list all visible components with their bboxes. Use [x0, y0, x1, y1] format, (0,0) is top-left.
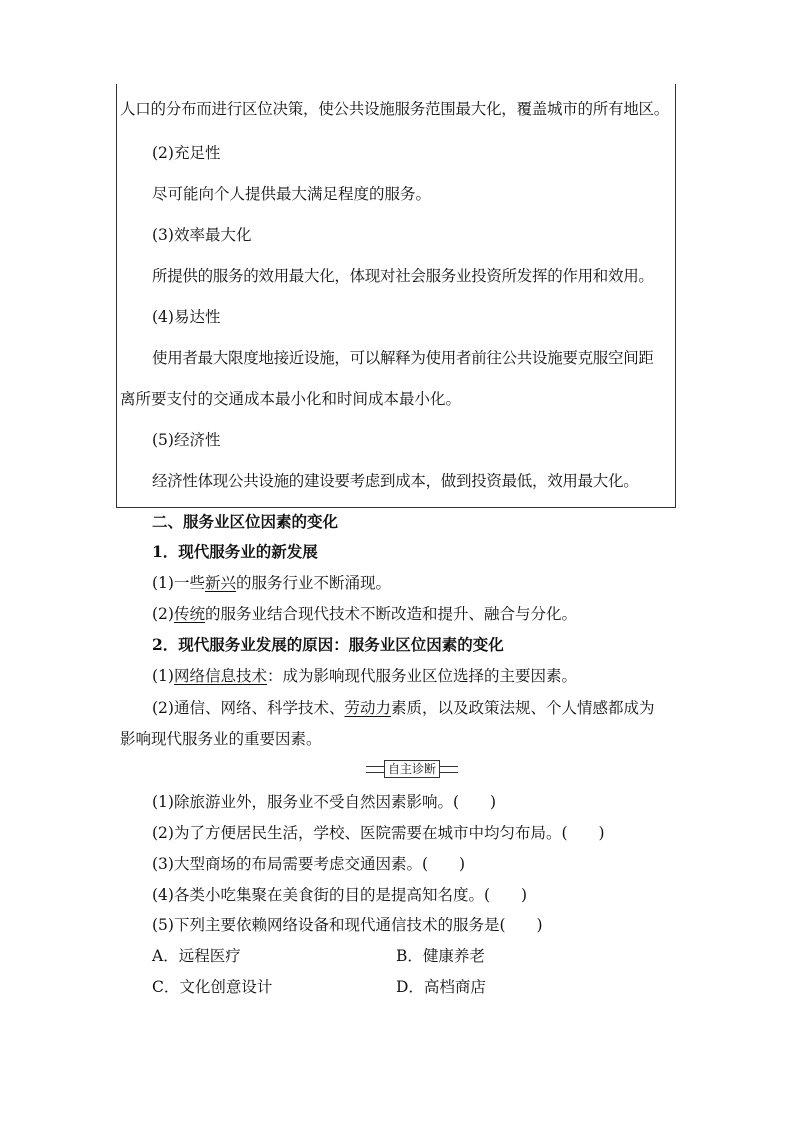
- item-4-continued: 影响现代服务业的重要因素。: [120, 730, 322, 748]
- section-heading: 二、服务业区位因素的变化: [152, 512, 339, 531]
- question-1: (1)除旅游业外，服务业不受自然因素影响。( ): [152, 793, 497, 811]
- box-line-7: 使用者最大限度地接近设施，可以解释为使用者前往公共设施要克服空间距: [152, 349, 654, 367]
- box-line-1: 人口的分布而进行区位决策，使公共设施服务范围最大化，覆盖城市的所有地区。: [120, 100, 670, 118]
- question-5: (5)下列主要依赖网络设备和现代通信技术的服务是( ): [152, 916, 543, 934]
- item-1: (1)一些新兴的服务行业不断涌现。: [152, 574, 391, 592]
- self-diagnosis-badge: [366, 760, 458, 778]
- question-4: (4)各类小吃集聚在美食街的目的是提高知名度。( ): [152, 886, 528, 904]
- badge-right-rule: [440, 766, 458, 773]
- box-line-10: 经济性体现公共设施的建设要考虑到成本，做到投资最低，效用最大化。: [152, 472, 639, 490]
- item-2: (2)传统的服务业结合现代技术不断改造和提升、融合与分化。: [152, 605, 577, 623]
- subheading-reasons: 2．现代服务业发展的原因：服务业区位因素的变化: [152, 635, 504, 654]
- question-2: (2)为了方便居民生活，学校、医院需要在城市中均匀布局。( ): [152, 824, 605, 842]
- box-heading-efficiency: (3)效率最大化: [152, 226, 252, 244]
- option-d: D．高档商店: [396, 978, 486, 996]
- option-c: C．文化创意设计: [152, 978, 273, 996]
- item-3: (1)网络信息技术：成为影响现代服务业区位选择的主要因素。: [152, 667, 577, 685]
- box-line-8: 离所要支付的交通成本最小化和时间成本最小化。: [120, 390, 462, 408]
- box-heading-adequacy: (2)充足性: [152, 144, 221, 162]
- question-3: (3)大型商场的布局需要考虑交通因素。( ): [152, 855, 466, 873]
- badge-label: 自主诊断: [384, 760, 440, 778]
- box-line-3: 尽可能向个人提供最大满足程度的服务。: [152, 185, 432, 203]
- subheading-new-development: 1．现代服务业的新发展: [152, 542, 318, 561]
- box-heading-economy: (5)经济性: [152, 431, 221, 449]
- item-4: (2)通信、网络、科学技术、劳动力素质，以及政策法规、个人情感都成为: [152, 699, 655, 717]
- box-heading-accessibility: (4)易达性: [152, 308, 221, 326]
- box-line-5: 所提供的服务的效用最大化，体现对社会服务业投资所发挥的作用和效用。: [152, 267, 654, 285]
- badge-left-rule: [366, 766, 384, 773]
- option-b: B．健康养老: [396, 947, 485, 965]
- option-a: A．远程医疗: [152, 947, 241, 965]
